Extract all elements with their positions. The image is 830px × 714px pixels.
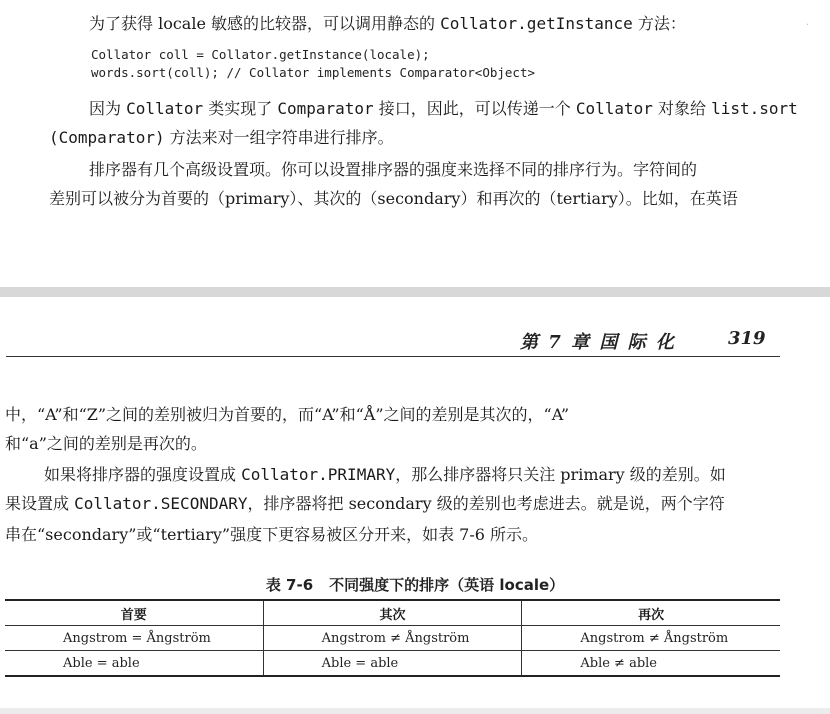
page-lower [0,297,830,714]
inline-code: Collator.PRIMARY [241,465,396,484]
paragraph-example-line1: 中，“A”和“Z”之间的差别被归为首要的，而“A”和“Å”之间的差别是其次的，“A” [5,405,570,424]
text-segment: 为了获得 locale 敏感的比较器，可以调用静态的 [89,14,441,33]
inline-code: Comparator [277,99,374,118]
code-line-2: words.sort(coll); // Collator implements Comparator<Object> [91,65,536,80]
page-separator [0,287,830,297]
text-segment: 接口，因此，可以传递一个 [373,99,576,118]
header-tertiary: 再次 [522,600,780,626]
paragraph-primary-line2 [5,494,725,514]
paragraph-strength-line2: 差别可以被分为首要的（primary）、其次的（secondary）和再次的（tertiary）。比如，在英语 [49,189,738,208]
inline-code: Collator [126,99,204,118]
header-rule [6,356,780,357]
table-caption-number: 表 7-6 [265,576,314,594]
paragraph-comparator-line2 [49,128,394,148]
table-cell: Able ≠ able [522,651,780,677]
text-segment: 果设置成 [5,494,75,513]
strength-table [5,599,780,677]
page-upper [0,0,830,287]
running-header-chapter: 第 7 章 国 际 化 [520,332,676,353]
text-segment: 类实现了 [203,99,278,118]
table-cell: Able = able [5,651,263,677]
margin-mark: · [806,20,810,31]
text-segment: 对象给 [652,99,712,118]
bottom-edge [0,708,830,714]
paragraph-example-line2: 和“a”之间的差别是再次的。 [5,434,207,453]
paragraph-comparator-line1 [89,99,798,119]
text-segment: 因为 [89,99,127,118]
table-cell: Angstrom ≠ Ångström [522,626,780,651]
table-header-row [5,600,780,626]
text-segment: ，排序器将把 secondary 级的差别也考虑进去。就是说，两个字符 [247,494,725,513]
header-primary: 首要 [5,600,263,626]
paragraph-strength-line1: 排序器有几个高级设置项。你可以设置排序器的强度来选择不同的排序行为。字符间的 [89,160,698,179]
table-row [5,651,780,677]
text-segment: ，那么排序器将只关注 primary 级的差别。如 [395,465,726,484]
text-segment: 方法： [632,14,686,33]
inline-code: list.sort [711,99,798,118]
inline-code: Collator.getInstance [440,14,633,33]
paragraph-primary-line3: 串在“secondary”或“tertiary”强度下更容易被区分开来，如表 7-6 所示。 [5,525,539,544]
table-cell: Able = able [263,651,522,677]
table-row [5,626,780,651]
paragraph-primary-line1 [44,465,726,485]
table-cell: Angstrom = Ångström [5,626,263,651]
inline-code: Collator.SECONDARY [74,494,248,513]
table-caption [0,574,830,595]
table-caption-title: 不同强度下的排序（英语 locale） [329,576,565,594]
paragraph-collator-intro [89,14,686,34]
table-cell: Angstrom ≠ Ångström [263,626,522,651]
text-segment: 方法来对一组字符串进行排序。 [164,128,394,147]
header-secondary: 其次 [263,600,522,626]
code-line-1: Collator coll = Collator.getInstance(locale); [91,47,430,62]
inline-code: (Comparator) [49,128,165,147]
page-number: 319 [728,328,766,349]
text-segment: 如果将排序器的强度设置成 [44,465,242,484]
inline-code: Collator [575,99,653,118]
